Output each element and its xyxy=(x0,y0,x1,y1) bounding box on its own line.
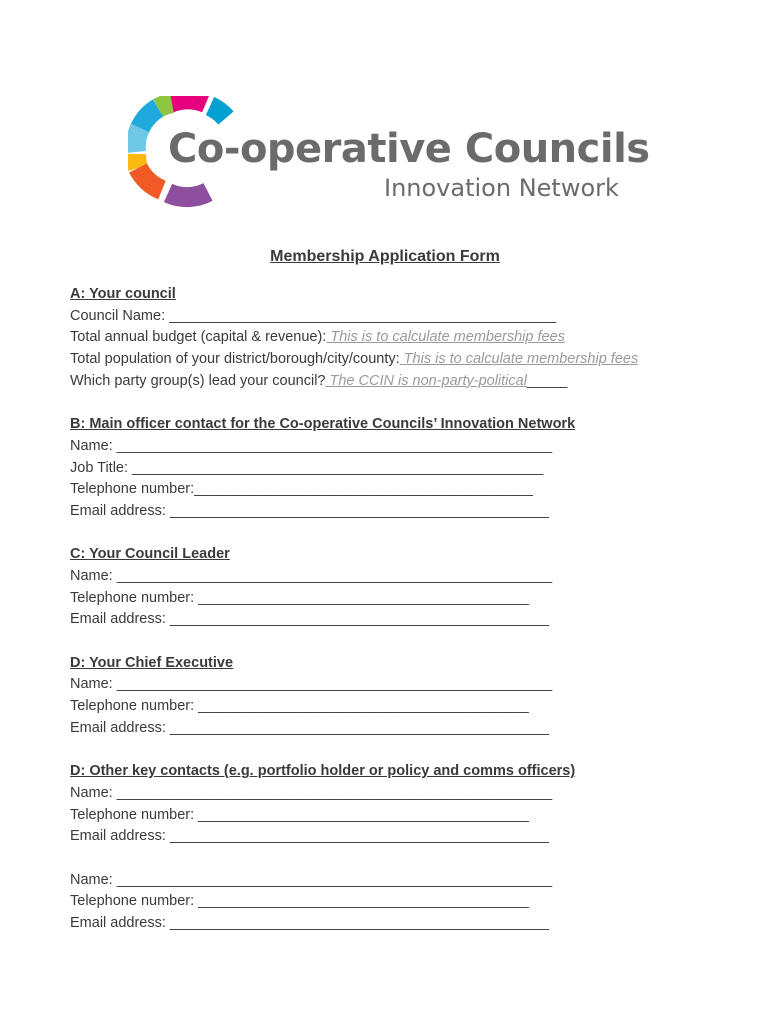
membership-form xyxy=(70,284,710,935)
leader-email-field[interactable]: Email address: _______________________________________________ xyxy=(70,611,549,628)
section-d-heading: D: Your Chief Executive xyxy=(70,654,234,671)
section-b-heading: B: Main officer contact for the Co-operative Councils’ Innovation Network xyxy=(70,416,576,433)
officer-job-title-field[interactable]: Job Title: ___________________________________________________ xyxy=(70,459,544,476)
party-label: Which party group(s) lead your council? xyxy=(70,372,326,389)
party-field[interactable] xyxy=(70,371,710,393)
population-label: Total population of your district/borough/city/county: xyxy=(70,351,400,368)
chief-exec-telephone-field[interactable]: Telephone number: _________________________________________ xyxy=(70,698,529,715)
party-blank: _____ xyxy=(526,372,568,389)
officer-telephone-field[interactable]: Telephone number:__________________________________________ xyxy=(70,481,533,498)
chief-exec-email-field[interactable]: Email address: _______________________________________________ xyxy=(70,719,549,736)
population-hint: This is to calculate membership fees xyxy=(399,351,639,368)
leader-name-field[interactable]: Name: ______________________________________________________ xyxy=(70,567,553,584)
section-c-heading: C: Your Council Leader xyxy=(70,546,230,563)
budget-label: Total annual budget (capital & revenue): xyxy=(70,329,327,346)
officer-email-field[interactable]: Email address: _______________________________________________ xyxy=(70,502,549,519)
council-name-field[interactable]: Council Name: ________________________________________________ xyxy=(70,307,557,324)
logo xyxy=(128,96,648,208)
population-field[interactable] xyxy=(70,349,710,371)
leader-telephone-field[interactable]: Telephone number: _________________________________________ xyxy=(70,589,529,606)
contact-1-name-field[interactable]: Name: ______________________________________________________ xyxy=(70,784,553,801)
logo-subtitle: Innovation Network xyxy=(384,174,619,202)
section-a-heading: A: Your council xyxy=(70,286,176,302)
contact-1-email-field[interactable]: Email address: _______________________________________________ xyxy=(70,828,549,845)
contact-1-telephone-field[interactable]: Telephone number: _________________________________________ xyxy=(70,806,529,823)
chief-exec-name-field[interactable]: Name: ______________________________________________________ xyxy=(70,676,553,693)
form-title: Membership Application Form xyxy=(270,248,500,265)
logo-title: Co-operative Councils xyxy=(168,126,650,172)
budget-hint: This is to calculate membership fees xyxy=(326,329,565,346)
budget-field[interactable] xyxy=(70,327,710,349)
party-hint: The CCIN is non-party-political xyxy=(325,372,527,389)
contact-2-telephone-field[interactable]: Telephone number: _________________________________________ xyxy=(70,893,529,910)
contact-2-name-field[interactable]: Name: ______________________________________________________ xyxy=(70,871,553,888)
contact-2-email-field[interactable]: Email address: _______________________________________________ xyxy=(70,914,549,931)
section-other-contacts-heading: D: Other key contacts (e.g. portfolio holder or policy and comms officers) xyxy=(70,763,576,780)
officer-name-field[interactable]: Name: ______________________________________________________ xyxy=(70,437,553,454)
